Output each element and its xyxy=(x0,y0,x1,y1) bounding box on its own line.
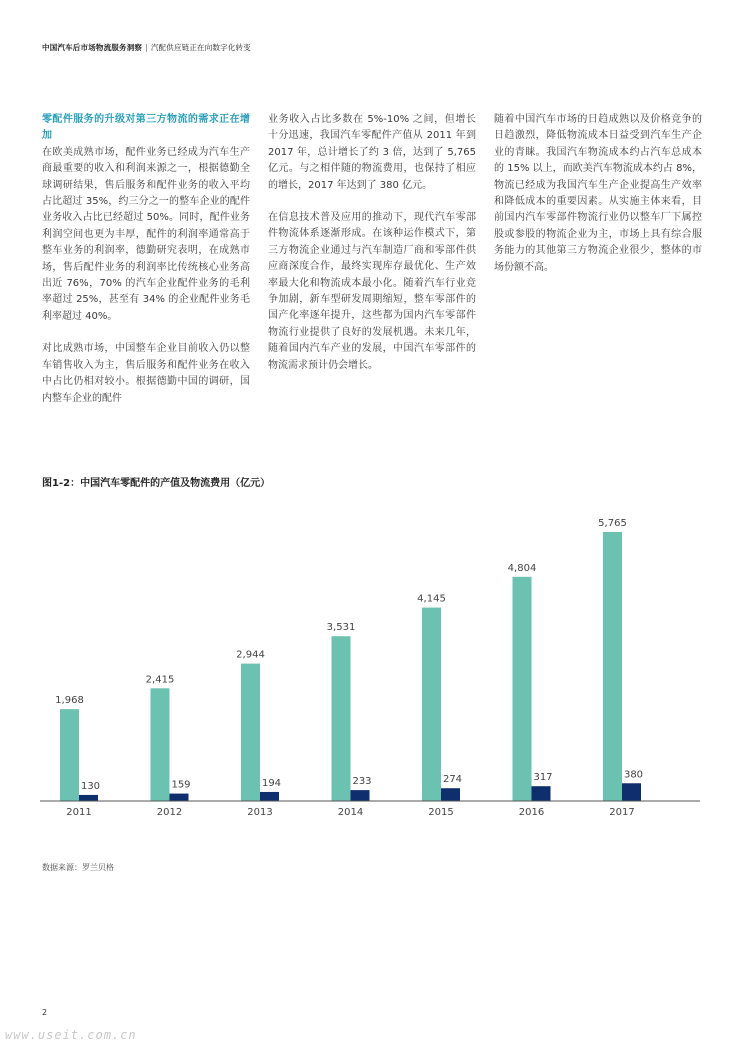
bar-logistics-2017 xyxy=(622,783,641,801)
data-label: 3,531 xyxy=(326,622,356,634)
figure-source: 数据来源：罗兰贝格 xyxy=(42,863,114,872)
data-label: 5,765 xyxy=(598,517,627,529)
paragraph: 在信息技术普及应用的推动下，现代汽车零部件物流体系逐渐形成。在该种运作模式下，第三方物流企业通过与汽车制造厂商和零部件供应商深度合作，最终实现库存最优化、生产效率最大化和物流成本最小化。随着汽车行业竞争加剧，新车型研发周期缩短，整车零部件的国产化率逐年提升，这些都为国内汽车零部件物流行业提供了良好的发展机遇。未来几年，随着国内汽车产业的发展，中国汽车零部件的物流需求预计仍会增长。 xyxy=(268,212,476,371)
paragraph: 在欧美成熟市场，配件业务已经成为汽车生产商最重要的收入和利润来源之一，根据德勤全球调研结果，售后服务和配件业务的收入平均占比超过 35%，约三分之一的整车企业的配件业务收入占比已经超过 50%。同时，配件业务利润空间也更为丰厚，配件的利润率通常高于整车业务的利润率，德勤研究表明，在成熟市场，售后配件业务的利润率比传统核心业务高出近 76%，70% 的汽车企业配件业务的毛利率超过 25%，甚至有 34% 的企业配件业务毛利率超过 40%。 xyxy=(42,146,250,322)
bar-logistics-2011 xyxy=(79,795,98,801)
bar-logistics-2016 xyxy=(532,786,551,801)
running-header xyxy=(42,42,251,53)
bar-logistics-2014 xyxy=(351,790,370,801)
bar-logistics-2015 xyxy=(441,788,460,801)
data-label: 2,944 xyxy=(236,649,265,661)
data-label: 274 xyxy=(442,774,463,786)
section-title: 零配件服务的升级对第三方物流的需求正在增加 xyxy=(42,114,250,142)
bar-output-2017 xyxy=(603,532,622,801)
report-subtitle: 汽配供应链正在向数字化转变 xyxy=(150,43,251,52)
bar-logistics-2012 xyxy=(170,794,189,801)
bar-output-2012 xyxy=(151,688,170,801)
text-column-3 xyxy=(494,112,702,292)
paragraph: 对比成熟市场，中国整车企业目前收入仍以整车销售收入为主，售后服务和配件业务在收入中占比仍相对较小。根据德勤中国的调研，国内整车企业的配件 xyxy=(42,343,250,404)
bar-logistics-2013 xyxy=(260,792,279,801)
bar-output-2011 xyxy=(60,709,79,801)
bar-chart xyxy=(0,490,744,830)
x-tick-label: 2012 xyxy=(156,807,183,818)
page-number: 2 xyxy=(42,1008,48,1017)
x-tick-label: 2013 xyxy=(247,807,273,818)
bar-output-2015 xyxy=(422,608,441,801)
bar-output-2014 xyxy=(332,636,351,801)
bar-output-2016 xyxy=(513,577,532,801)
paragraph: 随着中国汽车市场的日趋成熟以及价格竞争的日趋激烈，降低物流成本日益受到汽车生产企业的青睐。我国汽车物流成本约占汽车总成本的 15% 以上，而欧美汽车物流成本约占 8%，物流已经成为我国汽车生产企业提高生产效率和降低成本的重要因素。从实施主体来看，目前国内汽车零部件物流行业仍以整车厂下属控股或参股的物流企业为主，市场上具有综合服务能力的其他第三方物流企业很少，整体的市场份额不高。 xyxy=(494,114,702,273)
paragraph: 业务收入占比多数在 5%-10% 之间，但增长十分迅速，我国汽车零配件产值从 2011 年到 2017 年，总计增长了约 3 倍，达到了 5,765 亿元。与之相伴随的物流费用，也保持了相应的增长，2017 年达到了 380 亿元。 xyxy=(268,114,476,191)
data-label: 380 xyxy=(623,769,644,781)
text-column-2 xyxy=(268,112,476,390)
data-label: 4,145 xyxy=(417,593,446,605)
data-label: 2,415 xyxy=(145,674,175,686)
data-label: 317 xyxy=(533,772,553,784)
x-tick-label: 2017 xyxy=(609,807,635,818)
x-tick-label: 2014 xyxy=(337,807,364,818)
data-label: 1,968 xyxy=(55,695,84,707)
report-title: 中国汽车后市场物流服务洞察 xyxy=(42,43,143,52)
text-column-1 xyxy=(42,112,250,423)
x-tick-label: 2016 xyxy=(518,807,545,818)
data-label: 194 xyxy=(261,777,282,789)
figure-title: 图1-2：中国汽车零配件的产值及物流费用（亿元） xyxy=(42,478,271,489)
data-label: 233 xyxy=(352,776,372,788)
data-label: 130 xyxy=(80,780,101,792)
data-label: 4,804 xyxy=(507,562,537,574)
bar-output-2013 xyxy=(241,664,260,801)
header-separator: | xyxy=(145,43,148,52)
data-label: 159 xyxy=(171,779,191,791)
x-tick-label: 2011 xyxy=(66,807,92,818)
x-tick-label: 2015 xyxy=(428,807,454,818)
watermark: www.useit.com.cn xyxy=(5,1028,137,1042)
